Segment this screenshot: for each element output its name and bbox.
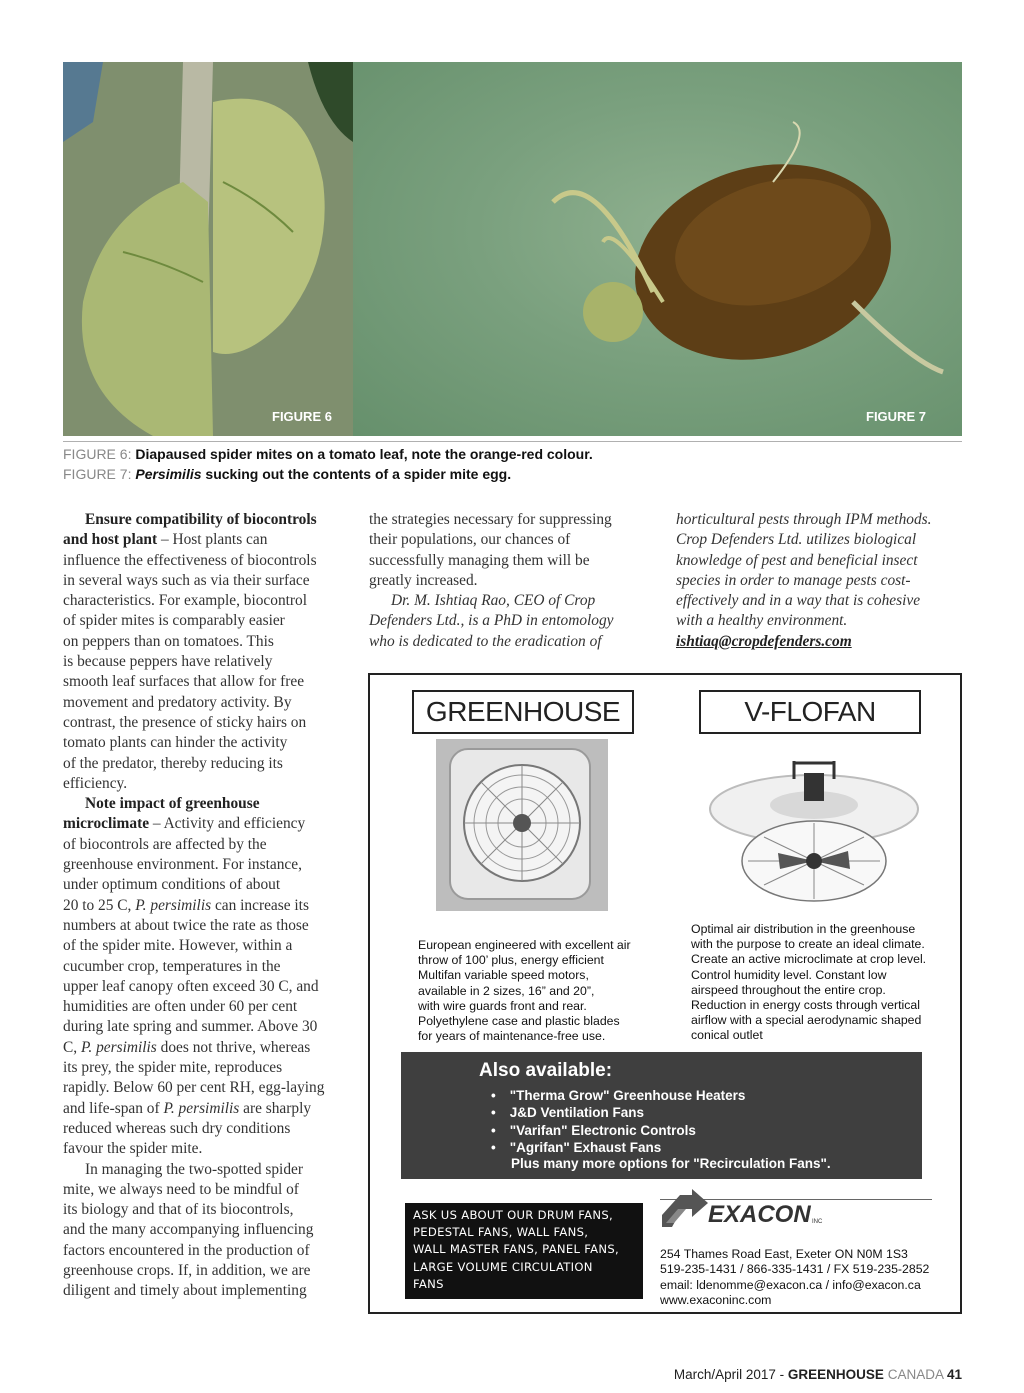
text-line: and the many accompanying influencing <box>63 1221 314 1239</box>
text-line: factors encountered in the production of <box>63 1241 310 1259</box>
text-line: favour the spider mite. <box>63 1140 203 1158</box>
footer-brand: GREENHOUSE <box>787 1367 884 1382</box>
text-line: rapidly. Below 60 per cent RH, egg-laying <box>63 1079 325 1097</box>
desc-line: Create an active microclimate at crop level. <box>691 952 927 967</box>
caption-rule <box>63 441 962 442</box>
species-name: P. persimilis <box>80 1038 157 1056</box>
figure-7-label: FIGURE 7 <box>866 409 926 424</box>
text-line: efficiency. <box>63 774 128 792</box>
text-line: cucumber crop, temperatures in the <box>63 957 281 975</box>
drum-line: LARGE VOLUME CIRCULATION <box>413 1259 593 1274</box>
desc-line: with wire guards front and rear. <box>418 998 587 1013</box>
text-line: contrast, the presence of sticky hairs on <box>63 713 307 731</box>
text-line: its biology and that of its biocontrols, <box>63 1201 294 1219</box>
also-item: • "Varifan" Electronic Controls <box>511 1122 745 1139</box>
desc-line: available in 2 sizes, 16” and 20”, <box>418 983 595 998</box>
text-line: tomato plants can hinder the activity <box>63 734 288 752</box>
text-line: influence the effectiveness of biocontrols <box>63 551 317 569</box>
also-item: • J&D Ventilation Fans <box>511 1104 745 1121</box>
caption-species: Persimilis <box>135 466 202 482</box>
author-bio-line: knowledge of pest and beneficial insect <box>676 551 918 569</box>
author-bio-line: horticultural pests through IPM methods. <box>676 511 932 528</box>
subheading-microclimate: Note impact of greenhouse <box>85 795 260 813</box>
contact-phone: 519-235-1431 / 866-335-1431 / FX 519-235-2852 <box>660 1262 930 1277</box>
subheading-compatibility-cont: and host plant <box>63 531 158 549</box>
text-line: under optimum conditions of about <box>63 876 281 894</box>
exacon-advertisement <box>368 673 962 1314</box>
text-run: 20 to 25 C, <box>63 896 136 914</box>
author-bio-line: Defenders Ltd., is a PhD in entomology <box>369 612 614 630</box>
text-line: movement and predatory activity. By <box>63 693 292 711</box>
also-available-banner <box>401 1052 922 1179</box>
text-line: greenhouse environment. For instance, <box>63 856 302 874</box>
drum-line: FANS <box>413 1276 444 1291</box>
caption-text: Diapaused spider mites on a tomato leaf, note the orange-red colour. <box>135 446 593 462</box>
author-bio-line: effectively and in a way that is cohesive <box>676 592 921 610</box>
text-line: characteristics. For example, biocontrol <box>63 592 308 610</box>
page-number: 41 <box>946 1367 962 1382</box>
persimilis-illustration <box>353 62 962 436</box>
text-line: of spider mites is comparably easier <box>63 612 285 630</box>
text-run: and life-span of <box>63 1099 164 1117</box>
contact-address: 254 Thames Road East, Exeter ON N0M 1S3 <box>660 1247 908 1261</box>
desc-line: Reduction in energy costs through vertical <box>691 998 920 1013</box>
text-line: greatly increased. <box>369 571 478 589</box>
desc-line: European engineered with excellent air <box>418 938 631 952</box>
author-bio-line: Crop Defenders Ltd. utilizes biological <box>676 531 917 549</box>
text-line <box>63 1038 351 1058</box>
subheading-microclimate-cont: microclimate <box>63 815 150 833</box>
text-line: humidities are often under 60 per cent <box>63 998 298 1016</box>
drum-fans-box <box>405 1203 643 1299</box>
also-available-title: Also available: <box>479 1060 613 1081</box>
text-line: during late spring and summer. Above 30 <box>63 1018 318 1036</box>
text-line: of biocontrols are affected by the <box>63 835 267 853</box>
drum-line: PEDESTAL FANS, WALL FANS, <box>413 1225 589 1240</box>
desc-line: Multifan variable speed motors, <box>418 968 589 983</box>
caption-number: FIGURE 6: <box>63 446 132 462</box>
also-item: • "Therma Grow" Greenhouse Heaters <box>511 1087 745 1104</box>
text-run: – Activity and efficiency <box>149 815 306 833</box>
author-bio-line: species in order to manage pests cost- <box>676 571 911 589</box>
author-email-link[interactable]: ishtiaq@cropdefenders.com <box>676 632 852 650</box>
tomato-leaf-photo <box>63 62 353 436</box>
text-line: diligent and timely about implementing <box>63 1282 307 1300</box>
text-line: greenhouse crops. If, in addition, we are <box>63 1261 311 1279</box>
text-run: can increase its <box>211 896 309 914</box>
desc-line: Polyethylene case and plastic blades <box>418 1014 620 1029</box>
desc-line: throw of 100’ plus, energy efficient <box>418 953 604 968</box>
subheading-compatibility: Ensure compatibility of biocontrols <box>85 511 317 528</box>
footer-issue: March/April 2017 - <box>673 1367 788 1382</box>
v-flofan-image <box>708 761 920 907</box>
exacon-company-name: EXACON <box>708 1201 811 1228</box>
text-line: is because peppers have relatively <box>63 653 273 671</box>
greenhouse-fan-description <box>418 938 658 1044</box>
exacon-company-suffix: INC <box>812 1219 823 1225</box>
caption-number: FIGURE 7: <box>63 466 132 482</box>
article-column-1 <box>63 510 351 1302</box>
text-run: are sharply <box>239 1099 312 1117</box>
also-available-footer: Plus many more options for "Recirculation Fans". <box>511 1156 831 1171</box>
text-run: does not thrive, whereas <box>156 1038 311 1056</box>
desc-line: airflow with a special aerodynamic shaped <box>691 1013 922 1028</box>
figure-6-label: FIGURE 6 <box>272 409 332 424</box>
persimilis-mite-photo <box>353 62 962 436</box>
author-bio-line: Dr. M. Ishtiaq Rao, CEO of Crop <box>391 592 596 610</box>
text-line: their populations, our chances of <box>369 531 571 549</box>
text-run: – Host plants can <box>157 531 268 549</box>
exacon-logo-icon <box>660 1187 710 1233</box>
desc-line: airspeed throughout the entire crop. <box>691 982 886 997</box>
text-line: on peppers than on tomatoes. This <box>63 632 274 650</box>
drum-line: WALL MASTER FANS, PANEL FANS, <box>413 1242 620 1257</box>
desc-line: with the purpose to create an ideal climate. <box>691 937 925 952</box>
text-line: of the predator, thereby reducing its <box>63 754 283 772</box>
article-column-3 <box>676 510 962 652</box>
text-line <box>63 1099 351 1119</box>
text-line: upper leaf canopy often exceed 30 C, and <box>63 977 319 995</box>
also-item: • "Agrifan" Exhaust Fans <box>511 1139 745 1156</box>
exacon-contact-info <box>660 1247 929 1309</box>
text-line: mite, we always need to be mindful of <box>63 1180 299 1198</box>
figure-6-caption <box>63 445 593 464</box>
desc-line: Control humidity level. Constant low <box>691 967 887 982</box>
also-available-list <box>511 1087 745 1157</box>
author-bio-line: who is dedicated to the eradication of <box>369 632 602 650</box>
text-line: in several ways such as via their surface <box>63 571 310 589</box>
page-footer <box>674 1367 962 1382</box>
tomato-leaf-illustration <box>63 62 353 436</box>
article-column-2 <box>369 510 659 652</box>
author-bio-line: with a healthy environment. <box>676 612 848 630</box>
desc-line: Optimal air distribution in the greenhouse <box>691 922 916 936</box>
text-line: of the spider mite. However, within a <box>63 937 293 955</box>
text-line: smooth leaf surfaces that allow for free <box>63 673 305 691</box>
species-name: P. persimilis <box>163 1099 240 1117</box>
figure-7-caption <box>63 465 511 484</box>
v-flofan-description <box>691 922 951 1044</box>
footer-brand-suffix: CANADA <box>883 1367 947 1382</box>
text-line: In managing the two-spotted spider <box>85 1160 303 1178</box>
text-line <box>63 530 351 550</box>
text-run: C, <box>63 1038 81 1056</box>
caption-text: sucking out the contents of a spider mite egg. <box>205 466 512 482</box>
text-line: the strategies necessary for suppressing <box>369 511 612 528</box>
ad-title-greenhouse: GREENHOUSE <box>412 690 634 734</box>
text-line <box>63 814 351 834</box>
ad-title-v-flofan: V-FLOFAN <box>699 690 921 734</box>
contact-email[interactable]: email: ldenomme@exacon.ca / info@exacon.ca <box>660 1277 921 1292</box>
species-name: P. persimilis <box>135 896 212 914</box>
contact-website[interactable]: www.exaconinc.com <box>660 1293 772 1308</box>
text-line: numbers at about twice the rate as those <box>63 916 309 934</box>
text-line: successfully managing them will be <box>369 551 590 569</box>
desc-line: for years of maintenance-free use. <box>418 1029 606 1044</box>
text-line: its prey, the spider mite, reproduces <box>63 1059 283 1077</box>
greenhouse-fan-image <box>436 739 608 911</box>
text-line: reduced whereas such dry conditions <box>63 1119 291 1137</box>
desc-line: conical outlet <box>691 1028 763 1043</box>
drum-line: ASK US ABOUT OUR DRUM FANS, <box>413 1208 614 1222</box>
text-line <box>63 896 351 916</box>
